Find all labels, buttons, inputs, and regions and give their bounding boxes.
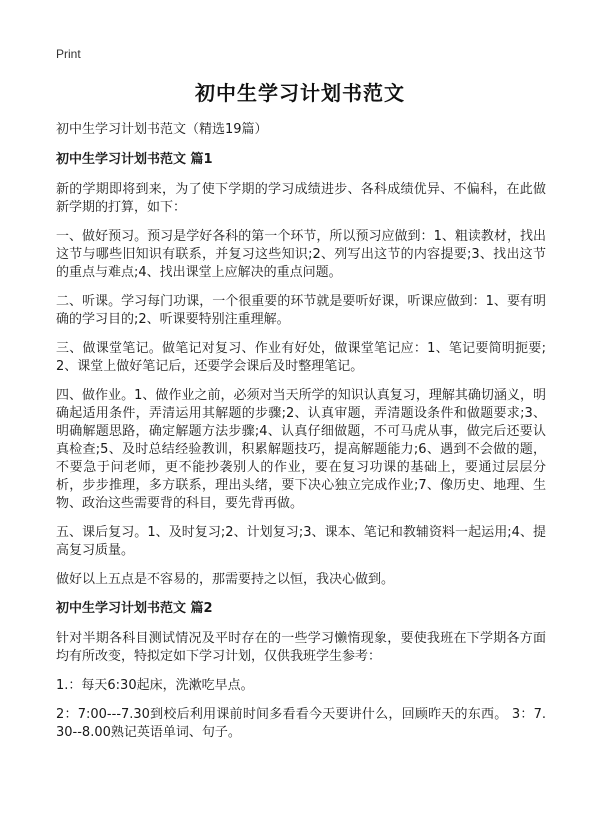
- section-2: [56, 600, 546, 742]
- section-heading: 初中生学习计划书范文 篇1: [56, 152, 213, 167]
- paragraph: 三、做课堂笔记。做笔记对复习、作业有好处，做课堂笔记应：1、笔记要简明扼要;2、课堂上做好笔记后，还要学会课后及时整理笔记。: [56, 341, 546, 374]
- paragraph: 新的学期即将到来，为了使下学期的学习成绩进步、各科成绩优异、不偏科，在此做新学期的打算，如下：: [56, 182, 546, 215]
- document-title: 初中生学习计划书范文: [195, 81, 405, 105]
- paragraph: 做好以上五点是不容易的，那需要持之以恒，我决心做到。: [56, 572, 395, 587]
- paragraph: 一、做好预习。预习是学好各科的第一个环节，所以预习应做到：1、粗读教材，找出这节与哪些旧知识有联系，并复习这些知识;2、列写出这节的内容提要;3、找出这节的重点与难点;4、找出课堂上应解决的重点问题。: [56, 229, 546, 280]
- paragraph: 二、听课。学习每门功课，一个很重要的环节就是要听好课，听课应做到：1、要有明确的学习目的;2、听课要特别注重理解。: [56, 294, 546, 327]
- document-body: [56, 121, 546, 753]
- print-label: Print: [56, 47, 81, 61]
- paragraph: 针对半期各科目测试情况及平时存在的一些学习懒惰现象，要使我班在下学期各方面均有所改变，特拟定如下学习计划，仅供我班学生参考：: [56, 631, 546, 664]
- paragraph: 2：7:00---7.30到校后利用课前时间多看看今天要讲什么，回顾昨天的东西。 3：7.30--8.00熟记英语单词、句子。: [56, 707, 546, 740]
- section-heading: 初中生学习计划书范文 篇2: [56, 601, 213, 616]
- document-subtitle: 初中生学习计划书范文（精选19篇）: [56, 122, 268, 137]
- section-1: [56, 151, 546, 589]
- paragraph: 1.：每天6:30起床，洗漱吃早点。: [56, 678, 254, 693]
- paragraph: 五、课后复习。1、及时复习;2、计划复习;3、课本、笔记和教辅资料一起运用;4、提高复习质量。: [56, 525, 546, 558]
- paragraph: 四、做作业。1、做作业之前，必须对当天所学的知识认真复习，理解其确切涵义，明确起适用条件，弄清运用其解题的步骤;2、认真审题，弄清题设条件和做题要求;3、明确解题思路，确定解题方法步骤;4、认真仔细做题，不可马虎从事，做完后还要认真检查;5、及时总结经验教训，积累解题技巧，提高解题能力;6、遇到不会做的题，不要急于问老师，更不能抄袭别人的作业，要在复习功课的基础上，要通过层层分析，步步推理，多方联系，理出头绪，要下决心独立完成作业;7、像历史、地理、生物、政治这些需要背的科目，要先背再做。: [56, 388, 546, 511]
